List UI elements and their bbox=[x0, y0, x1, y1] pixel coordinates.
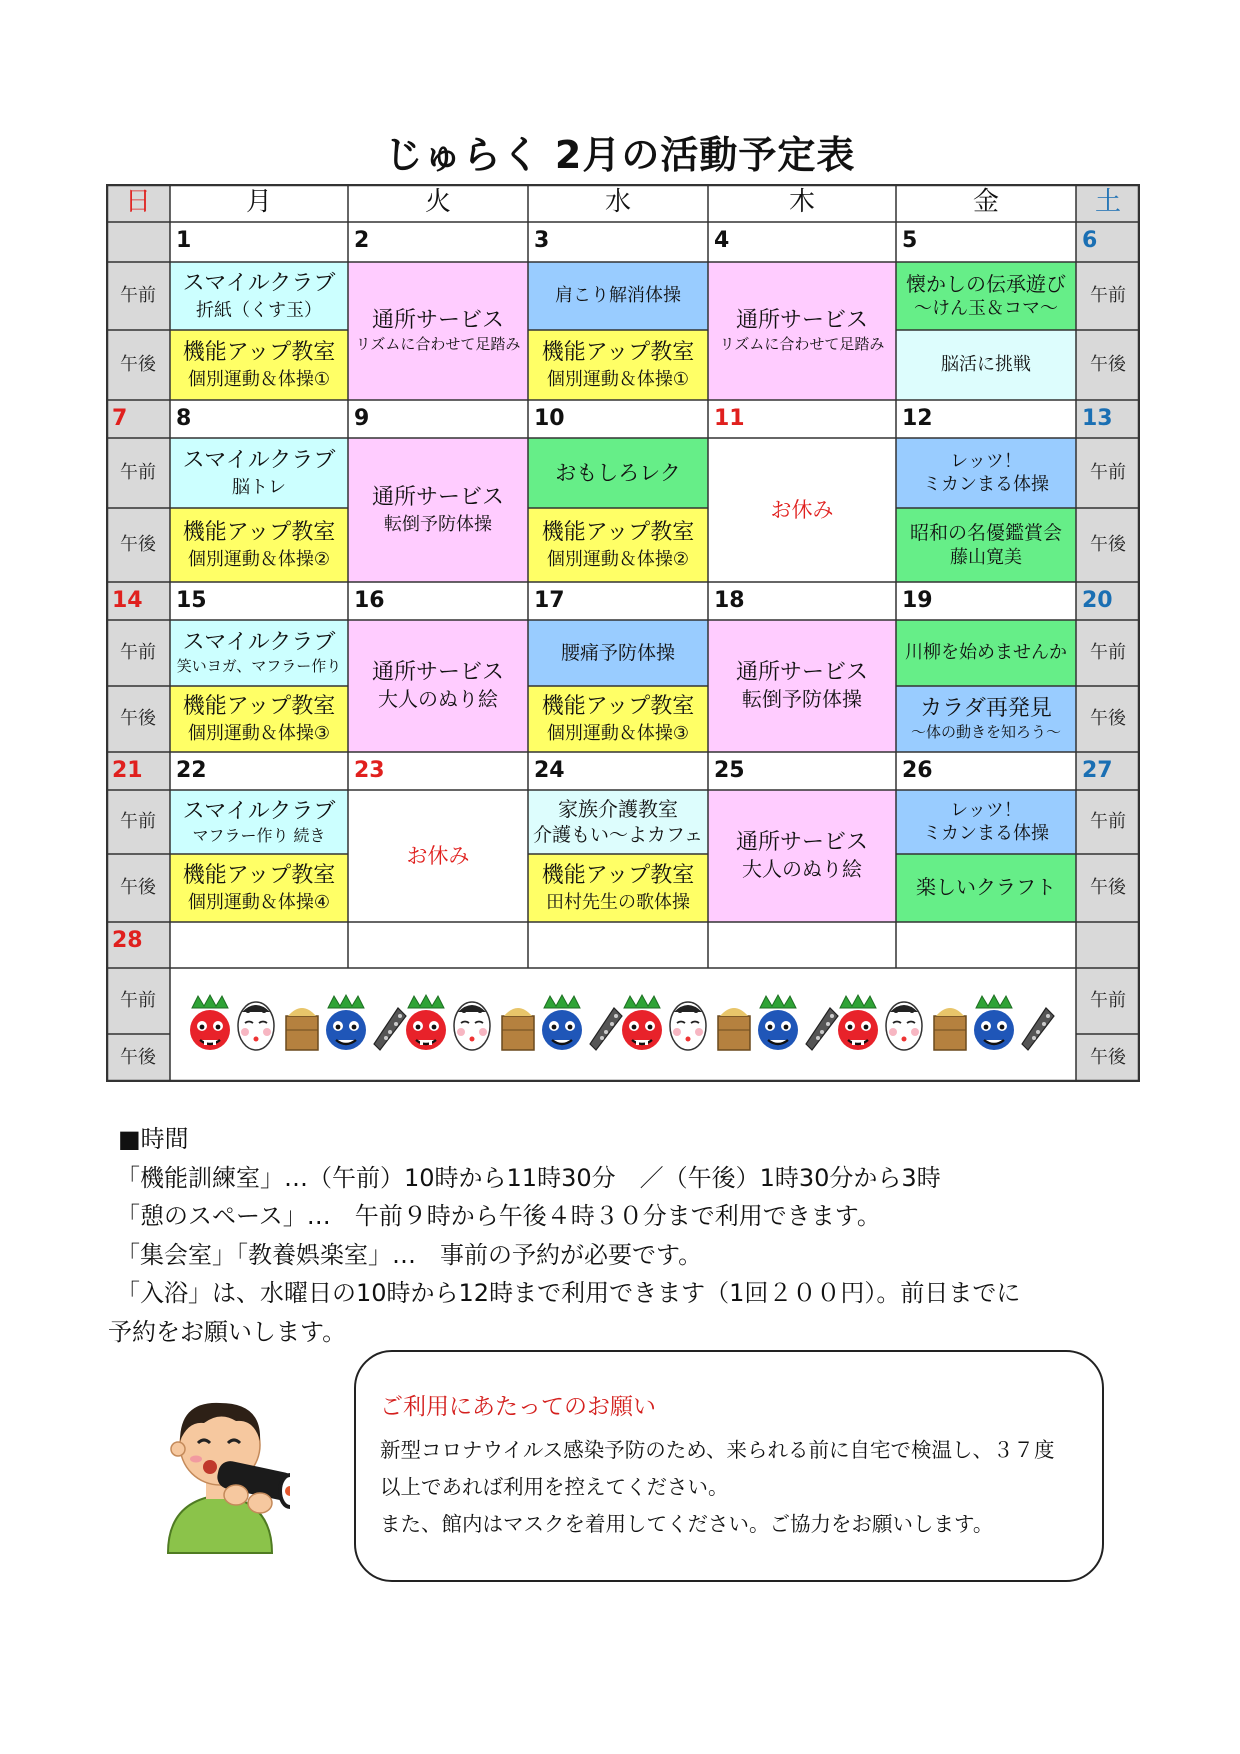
info-line: 「憩のスペース」… 午前９時から午後４時３０分まで利用できます。 bbox=[116, 1202, 881, 1230]
event-kinou-up: 機能アップ教室 個別運動＆体操④ bbox=[170, 854, 348, 922]
date-23: 23 bbox=[354, 758, 385, 783]
date-8: 8 bbox=[176, 406, 192, 431]
notice-line: また、館内はマスクを着用してください。ご協力をお願いします。 bbox=[380, 1512, 994, 1536]
event-mikan-taiso: レッツ！ ミカンまる体操 bbox=[896, 790, 1076, 854]
slot-am: 午前 bbox=[120, 990, 156, 1012]
date-20: 20 bbox=[1082, 588, 1113, 613]
date-24: 24 bbox=[534, 758, 565, 783]
event-tsusho-service: 通所サービス 転倒予防体操 bbox=[708, 620, 896, 752]
event-tanoshii-craft: 楽しいクラフト bbox=[896, 854, 1076, 922]
weekday-fri: 金 bbox=[972, 187, 999, 218]
date-3: 3 bbox=[534, 228, 550, 253]
date-17: 17 bbox=[534, 588, 565, 613]
event-showa-meiyu: 昭和の名優鑑賞会 藤山寛美 bbox=[896, 508, 1076, 582]
date-28: 28 bbox=[112, 928, 143, 953]
date-10: 10 bbox=[534, 406, 565, 431]
boy-eating-ehomaki-icon bbox=[150, 1383, 290, 1565]
event-smile-club: スマイルクラブ マフラー作り 続き bbox=[170, 790, 348, 854]
date-6: 6 bbox=[1082, 228, 1098, 253]
date-1: 1 bbox=[176, 228, 192, 253]
slot-pm: 午後 bbox=[120, 877, 156, 899]
event-tsusho-service: 通所サービス 大人のぬり絵 bbox=[348, 620, 528, 752]
event-smile-club: スマイルクラブ 笑いヨガ、マフラー作り bbox=[170, 620, 348, 686]
event-noukatsu: 脳活に挑戦 bbox=[896, 330, 1076, 400]
slot-am: 午前 bbox=[120, 285, 156, 307]
time-info bbox=[108, 1120, 1021, 1351]
slot-pm: 午後 bbox=[1090, 534, 1126, 556]
event-densho-asobi: 懐かしの伝承遊び ～けん玉＆コマ～ bbox=[896, 262, 1076, 330]
weekday-thu: 木 bbox=[788, 187, 815, 218]
date-15: 15 bbox=[176, 588, 207, 613]
slot-pm: 午後 bbox=[1090, 354, 1126, 376]
event-kinou-up: 機能アップ教室 田村先生の歌体操 bbox=[528, 854, 708, 922]
date-4: 4 bbox=[714, 228, 730, 253]
event-smile-club: スマイルクラブ 脳トレ bbox=[170, 438, 348, 508]
event-tsusho-service: 通所サービス 転倒予防体操 bbox=[348, 438, 528, 582]
date-2: 2 bbox=[354, 228, 370, 253]
date-25: 25 bbox=[714, 758, 745, 783]
notice-body bbox=[380, 1432, 1090, 1543]
calendar-grid bbox=[106, 184, 1140, 1082]
closed-day: お休み bbox=[770, 497, 834, 522]
slot-pm: 午後 bbox=[1090, 1047, 1126, 1069]
info-line: 予約をお願いします。 bbox=[108, 1317, 347, 1346]
slot-pm: 午後 bbox=[1090, 877, 1126, 899]
slot-am: 午前 bbox=[1090, 990, 1126, 1012]
event-senryu: 川柳を始めませんか bbox=[896, 620, 1076, 686]
date-14: 14 bbox=[112, 588, 143, 613]
slot-am: 午前 bbox=[1090, 642, 1126, 664]
slot-am: 午前 bbox=[1090, 462, 1126, 484]
date-9: 9 bbox=[354, 406, 370, 431]
date-19: 19 bbox=[902, 588, 933, 613]
date-5: 5 bbox=[902, 228, 918, 253]
notice-box bbox=[354, 1350, 1104, 1582]
event-tsusho-service: 通所サービス 大人のぬり絵 bbox=[708, 790, 896, 922]
weekday-tue: 火 bbox=[424, 187, 451, 218]
date-21: 21 bbox=[112, 758, 143, 783]
date-13: 13 bbox=[1082, 406, 1113, 431]
weekday-mon: 月 bbox=[245, 187, 272, 218]
date-7: 7 bbox=[112, 406, 128, 431]
slot-pm: 午後 bbox=[1090, 708, 1126, 730]
info-line: 「集会室」「教養娯楽室」… 事前の予約が必要です。 bbox=[116, 1240, 703, 1269]
page-title: じゅらく 2月の活動予定表 bbox=[384, 133, 856, 177]
event-kazoku-kaigo: 家族介護教室 介護もい～よカフェ bbox=[528, 790, 708, 854]
slot-pm: 午後 bbox=[120, 534, 156, 556]
event-kinou-up: 機能アップ教室 個別運動＆体操② bbox=[528, 508, 708, 582]
event-kinou-up: 機能アップ教室 個別運動＆体操③ bbox=[528, 686, 708, 752]
event-kinou-up: 機能アップ教室 個別運動＆体操③ bbox=[170, 686, 348, 752]
date-27: 27 bbox=[1082, 758, 1113, 783]
event-tsusho-service: 通所サービス リズムに合わせて足踏み bbox=[708, 262, 896, 400]
date-11: 11 bbox=[714, 406, 745, 431]
slot-am: 午前 bbox=[1090, 811, 1126, 833]
event-omoshiro-reku: おもしろレク bbox=[528, 438, 708, 508]
time-heading: ■時間 bbox=[118, 1125, 189, 1153]
info-line: 「入浴」は、水曜日の10時から12時まで利用できます（1回２００円）。前日までに bbox=[116, 1279, 1021, 1307]
event-kinou-up: 機能アップ教室 個別運動＆体操① bbox=[528, 330, 708, 400]
event-youtsu-yobo: 腰痛予防体操 bbox=[528, 620, 708, 686]
event-smile-club: スマイルクラブ 折紙（くす玉） bbox=[170, 262, 348, 330]
slot-pm: 午後 bbox=[120, 354, 156, 376]
notice-title: ご利用にあたってのお願い bbox=[380, 1394, 656, 1420]
event-tsusho-service: 通所サービス リズムに合わせて足踏み bbox=[348, 262, 528, 400]
notice-line: 新型コロナウイルス感染予防のため、来られる前に自宅で検温し、３７度 bbox=[380, 1438, 1055, 1462]
weekday-wed: 水 bbox=[604, 187, 631, 218]
slot-pm: 午後 bbox=[120, 708, 156, 730]
activity-calendar bbox=[106, 184, 1140, 1082]
notice-line: 以上であれば利用を控えてください。 bbox=[380, 1475, 729, 1499]
event-karada-saihakken: カラダ再発見 ～体の動きを知ろう～ bbox=[896, 686, 1076, 752]
event-katakori: 肩こり解消体操 bbox=[528, 262, 708, 330]
date-12: 12 bbox=[902, 406, 933, 431]
date-26: 26 bbox=[902, 758, 933, 783]
weekday-sat: 土 bbox=[1076, 184, 1140, 222]
event-mikan-taiso: レッツ！ ミカンまる体操 bbox=[896, 438, 1076, 508]
weekday-sun: 日 bbox=[106, 184, 170, 222]
slot-am: 午前 bbox=[120, 642, 156, 664]
date-18: 18 bbox=[714, 588, 745, 613]
slot-am: 午前 bbox=[120, 462, 156, 484]
slot-am: 午前 bbox=[1090, 285, 1126, 307]
event-kinou-up: 機能アップ教室 個別運動＆体操① bbox=[170, 330, 348, 400]
date-22: 22 bbox=[176, 758, 207, 783]
event-kinou-up: 機能アップ教室 個別運動＆体操② bbox=[170, 508, 348, 582]
closed-day: お休み bbox=[406, 843, 470, 868]
date-16: 16 bbox=[354, 588, 385, 613]
slot-am: 午前 bbox=[120, 811, 156, 833]
info-line: 「機能訓練室」…（午前）10時から11時30分 ／（午後）1時30分から3時 bbox=[116, 1163, 941, 1192]
slot-pm: 午後 bbox=[120, 1047, 156, 1069]
